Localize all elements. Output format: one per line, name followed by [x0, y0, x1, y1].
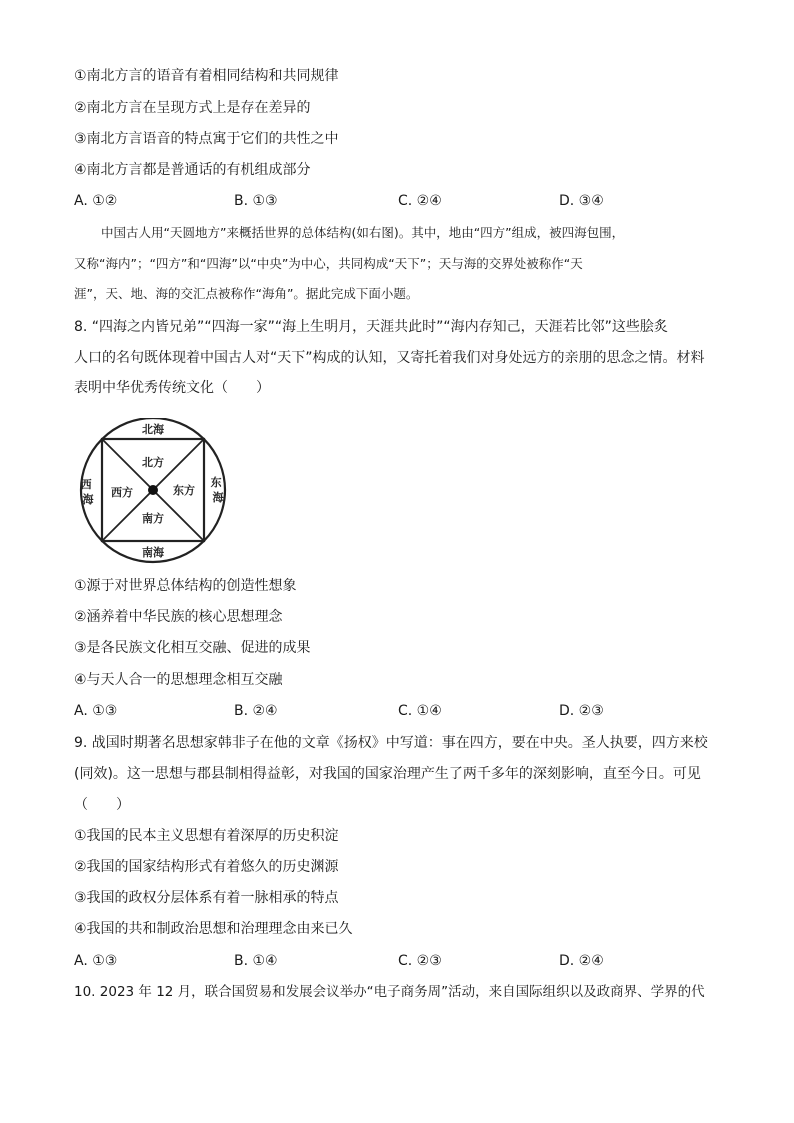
label-west-sea-char-2: 海 — [82, 493, 94, 506]
option-a: A. ①② — [74, 193, 118, 209]
q9-option-d: D. ②④ — [559, 953, 604, 969]
label-east-sea-char-1: 东 — [210, 476, 222, 489]
label-west-sea — [81, 477, 96, 506]
q8-option-d: D. ②③ — [559, 703, 604, 719]
statement-4: ④南北方言都是普通话的有机组成部分 — [74, 162, 311, 178]
center-dot — [148, 485, 158, 495]
q9-option-c: C. ②③ — [398, 953, 442, 969]
q8-options-row — [74, 701, 724, 721]
q9-statement-4: ④我国的共和制政治思想和治理理念由来已久 — [74, 921, 353, 937]
q9-statement-1: ①我国的民本主义思想有着深厚的历史积淀 — [74, 828, 339, 844]
options-row — [74, 191, 724, 211]
tianyuan-difang-diagram — [76, 418, 236, 564]
q9-line-2: (同效)。这一思想与郡县制相得益彰，对我国的国家治理产生了两千多年的深刻影响，直至今日。可见 — [74, 766, 701, 782]
q9-statement-2: ②我国的国家结构形式有着悠久的历史渊源 — [74, 859, 339, 875]
q8-line-2: 人口的名句既体现着中国古人对“天下”构成的认知，又寄托着我们对身处远方的亲朋的思念之情。材料 — [74, 350, 705, 366]
statement-3: ③南北方言语音的特点寓于它们的共性之中 — [74, 131, 339, 147]
material-line-3: 涯”，天、地、海的交汇点被称作“海角”。据此完成下面小题。 — [74, 286, 419, 301]
label-south-sea: 南海 — [142, 546, 164, 559]
q8-statement-4: ④与天人合一的思想理念相互交融 — [74, 672, 283, 688]
option-c: C. ②④ — [398, 193, 442, 209]
label-east: 东方 — [173, 484, 195, 497]
q8-line-1: 8. “四海之内皆兄弟”“四海一家”“海上生明月，天涯共此时”“海内存知己，天涯若比邻”这些脍炙 — [74, 319, 668, 335]
label-west: 西方 — [111, 486, 133, 499]
q9-options-row — [74, 951, 724, 971]
label-east-sea-char-2: 海 — [212, 491, 224, 504]
q8-statement-1: ①源于对世界总体结构的创造性想象 — [74, 578, 297, 594]
q9-option-a: A. ①③ — [74, 953, 118, 969]
q8-statement-2: ②涵养着中华民族的核心思想理念 — [74, 609, 283, 625]
q8-option-a: A. ①③ — [74, 703, 118, 719]
q9-line-3: （ ） — [74, 797, 130, 813]
q9-statement-3: ③我国的政权分层体系有着一脉相承的特点 — [74, 890, 339, 906]
statement-1: ①南北方言的语音有着相同结构和共同规律 — [74, 68, 339, 84]
material-line-2: 又称“海内”；“四方”和“四海”以“中央”为中心，共同构成“天下”；天与海的交界处被称作“天 — [74, 256, 583, 271]
q9-option-b: B. ①④ — [234, 953, 278, 969]
q9-line-1: 9. 战国时期著名思想家韩非子在他的文章《扬权》中写道：事在四方，要在中央。圣人执要，四方来校 — [74, 735, 708, 751]
option-b: B. ①③ — [234, 193, 278, 209]
label-north-sea: 北海 — [142, 423, 164, 436]
q8-line-3: 表明中华优秀传统文化（ ） — [74, 380, 270, 396]
statement-2: ②南北方言在呈现方式上是存在差异的 — [74, 100, 311, 116]
label-south: 南方 — [142, 512, 164, 525]
label-north: 北方 — [142, 456, 164, 469]
label-west-sea-char-1: 西 — [80, 478, 92, 491]
label-east-sea — [211, 475, 226, 504]
material-line-1: 中国古人用“天圆地方”来概括世界的总体结构(如右图)。其中，地由“四方”组成，被四海包围， — [101, 225, 625, 240]
option-d: D. ③④ — [559, 193, 604, 209]
q10-line-1: 10. 2023 年 12 月，联合国贸易和发展会议举办“电子商务周”活动，来自国际组织以及政商界、学界的代 — [74, 984, 705, 1000]
q8-option-c: C. ①④ — [398, 703, 442, 719]
q8-statement-3: ③是各民族文化相互交融、促进的成果 — [74, 640, 311, 656]
q8-option-b: B. ②④ — [234, 703, 278, 719]
